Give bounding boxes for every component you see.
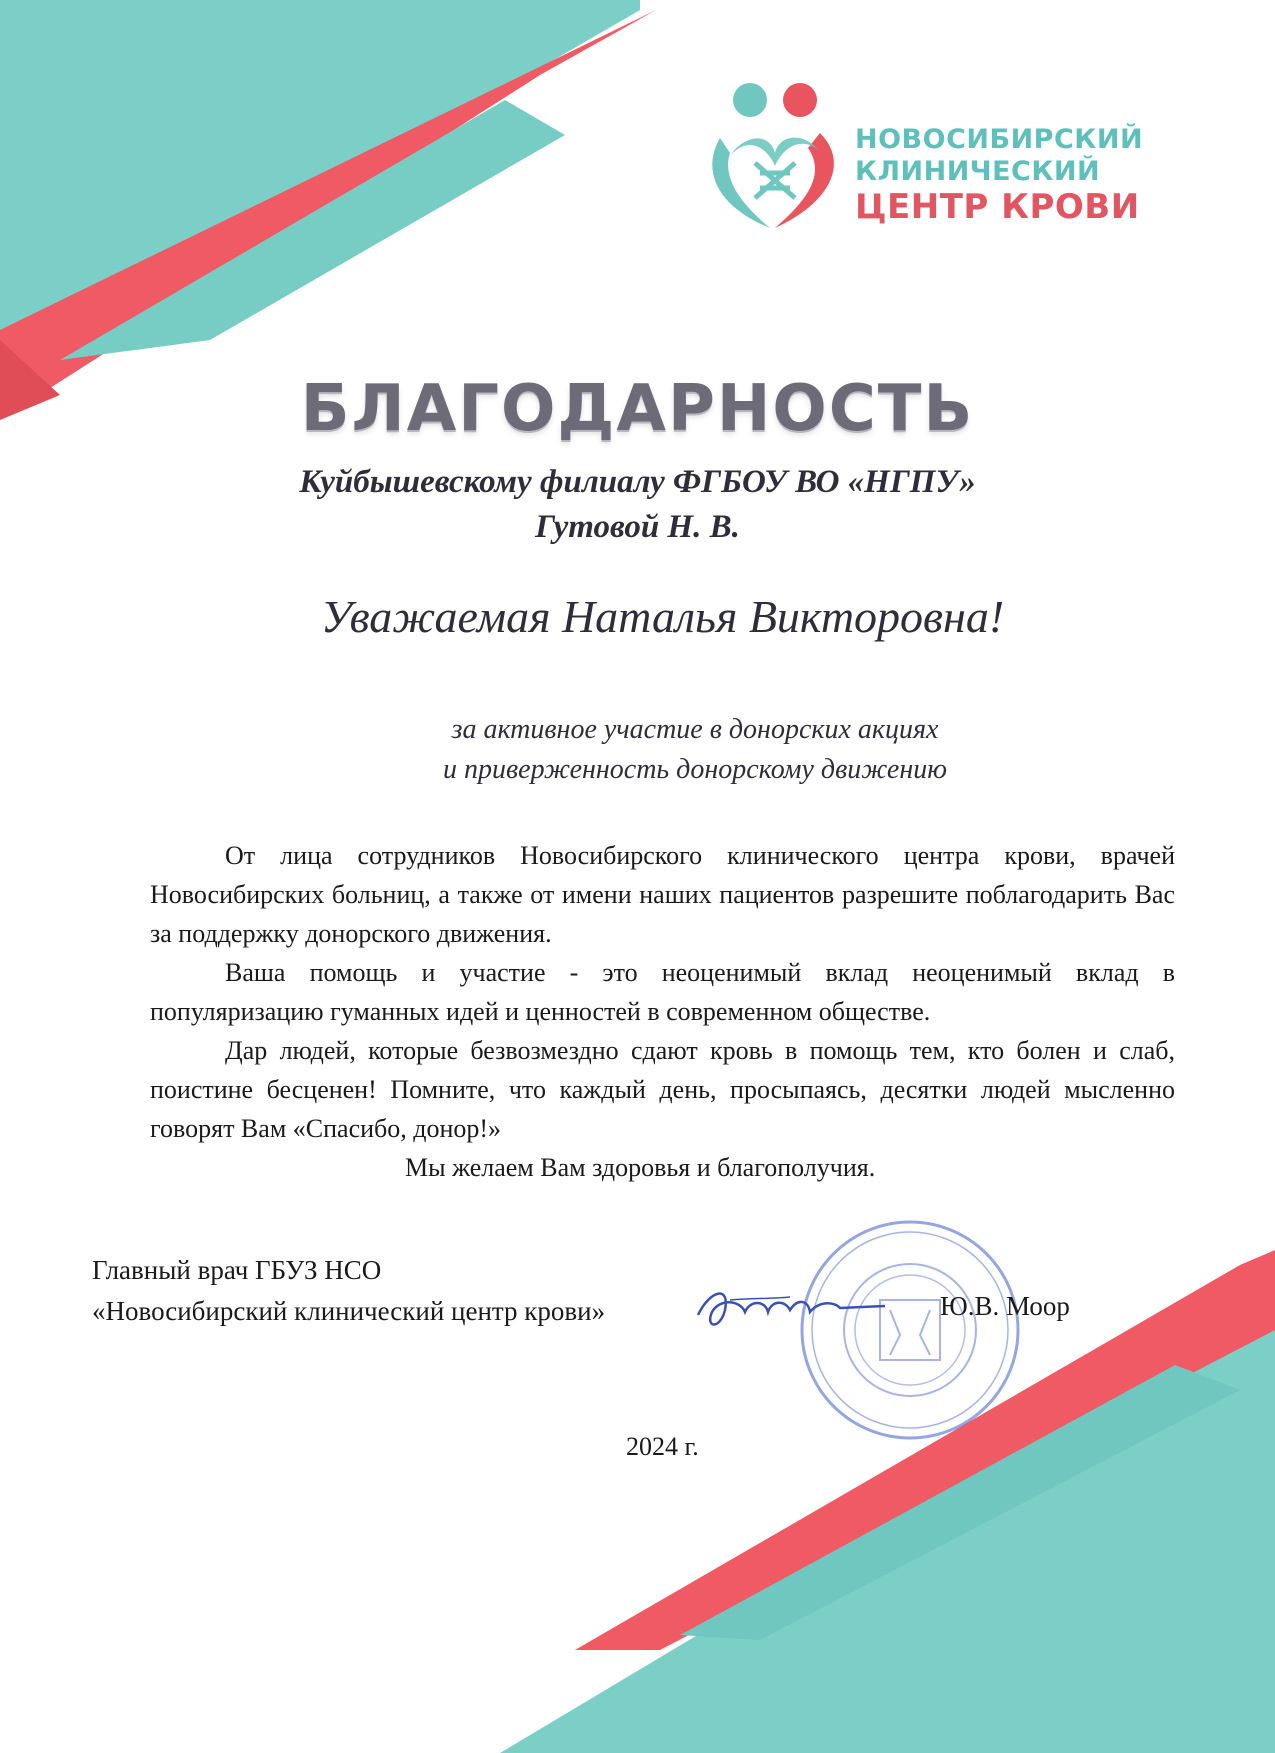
- signature-icon: [690, 1270, 890, 1340]
- logo-line-1: НОВОСИБИРСКИЙ: [855, 124, 1144, 155]
- body-paragraph-2: Ваша помощь и участие - это неоценимый вклад неоценимый вклад в популяризацию гуманных идей и ценностей в современном обществе.: [150, 958, 1175, 1026]
- reason-line-2: и приверженность донорскому движению: [443, 754, 947, 785]
- body-text: [150, 836, 1175, 1187]
- center-logo: [700, 78, 1180, 238]
- recipient-block: [0, 460, 1275, 550]
- recipient-organization: Куйбышевскому филиалу ФГБОУ ВО «НГПУ»: [299, 464, 976, 500]
- body-paragraph-3: Дар людей, которые безвозмездно сдают кровь в помощь тем, кто болен и слаб, поистине бесценен! Помните, что каждый день, просыпаясь, десятки людей мысленно говорят Вам «Спасибо, донор!»: [150, 1036, 1175, 1143]
- logo-line-3: ЦЕНТР КРОВИ: [855, 187, 1140, 227]
- logo-line-2: КЛИНИЧЕСКИЙ: [855, 156, 1101, 187]
- document-title: БЛАГОДАРНОСТЬ: [300, 372, 975, 446]
- signer-name: Ю.В. Моор: [940, 1291, 1070, 1321]
- signer-position-line-2: «Новосибирский клинический центр крови»: [92, 1296, 606, 1326]
- reason-block: [0, 710, 1275, 790]
- signer-block: [92, 1250, 605, 1332]
- document-year: 2024 г.: [626, 1432, 699, 1461]
- greeting: Уважаемая Наталья Викторовна!: [320, 591, 1005, 642]
- recipient-person: Гутовой Н. В.: [535, 509, 740, 545]
- body-paragraph-1: От лица сотрудников Новосибирского клинического центра крови, врачей Новосибирских больниц, а также от имени наших пациентов разрешите поблагодарить Вас за поддержку донорского движения.: [150, 841, 1175, 948]
- body-paragraph-4: Мы желаем Вам здоровья и благополучия.: [405, 1153, 876, 1182]
- reason-line-1: за активное участие в донорских акциях: [451, 714, 939, 745]
- signer-position-line-1: Главный врач ГБУЗ НСО: [92, 1255, 382, 1285]
- heart-dna-icon: [700, 78, 850, 238]
